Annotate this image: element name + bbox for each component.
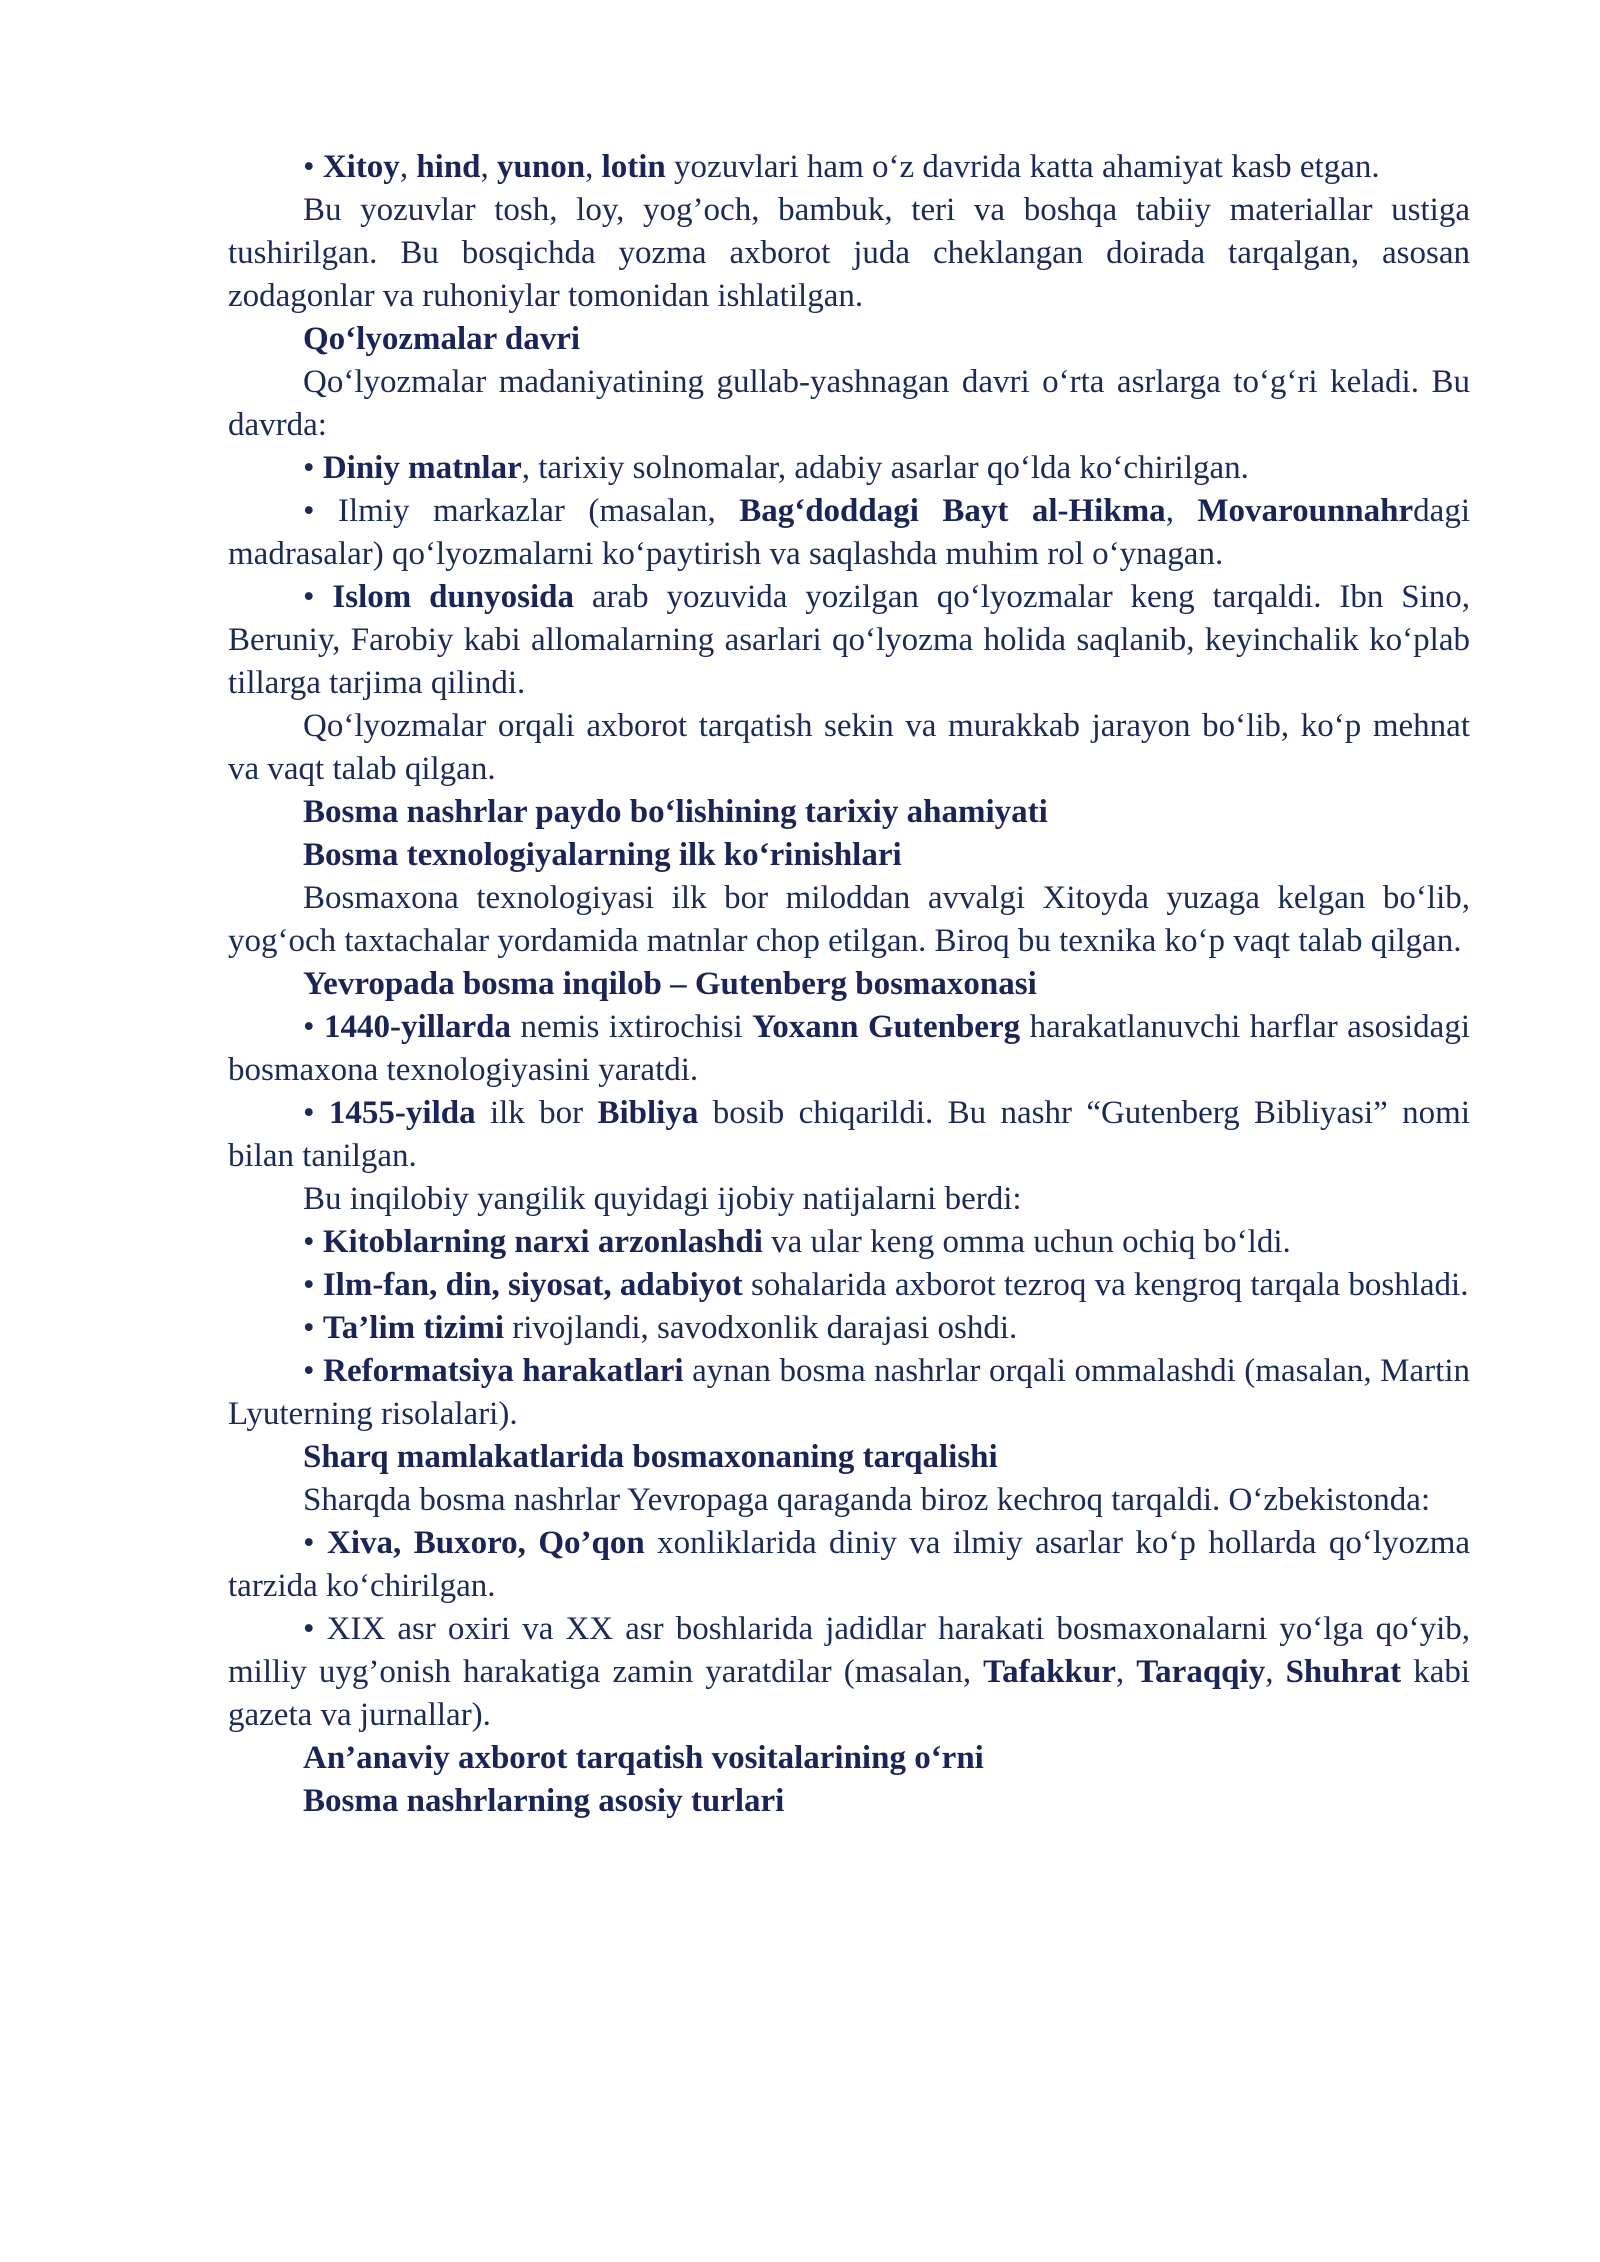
bullet: • [303,1353,315,1389]
paragraph-manuscripts-intro: Qo‘lyozmalar madaniyatining gullab-yashnagan davri o‘rta asrlarga to‘g‘ri keladi. Bu davrda: [228,364,1470,443]
bullet-khanates: • Xiva, Buxoro, Qo’qon xonliklarida diniy va ilmiy asarlar ko‘p hollarda qo‘lyozma tarzida ko‘chirilgan. [228,1525,1471,1604]
bullet: • [303,1525,315,1561]
heading-printing-significance: Bosma nashrlar paydo bo‘lishining tarixiy ahamiyati [303,794,1048,830]
bullet-education: • Ta’lim tizimi rivojlandi, savodxonlik darajasi oshdi. [303,1310,1018,1346]
bullet-science-centers: • Ilmiy markazlar (masalan, Bag‘doddagi Bayt al-Hikma, Movarounnahrdagi madrasalar) qo‘lyozmalarni ko‘paytirish va saqlashda muhim rol o‘ynagan. [228,493,1470,572]
bullet: • [303,1267,315,1303]
bullet: • [303,1224,315,1260]
heading-print-types: Bosma nashrlarning asosiy turlari [303,1783,785,1819]
paragraph-materials: Bu yozuvlar tosh, loy, yog’och, bambuk, teri va boshqa tabiiy materiallar ustiga tushirilgan. Bu bosqichda yozma axborot juda cheklangan doirada tarqalgan, asosan zodagonlar va ruhoniylar tomonidan ishlatilgan. [228,192,1470,314]
paragraph-east-printing: Sharqda bosma nashrlar Yevropaga qaraganda biroz kechroq tarqaldi. O‘zbekistonda: [303,1482,1431,1518]
bullet: • [303,1095,315,1131]
paragraph-china-printing: Bosmaxona texnologiyasi ilk bor miloddan avvalgi Xitoyda yuzaga kelgan bo‘lib, yog‘och taxtachalar yordamida matnlar chop etilgan. Biroq bu texnika ko‘p vaqt talab qilgan. [228,880,1470,959]
heading-east-printing: Sharq mamlakatlarida bosmaxonaning tarqalishi [303,1439,998,1475]
document-page [228,146,1470,1823]
bullet-1440: • 1440-yillarda nemis ixtirochisi Yoxann Gutenberg harakatlanuvchi harflar asosidagi bosmaxona texnologiyasini yaratdi. [228,1009,1470,1088]
bullet: • [303,149,315,185]
bullet-islamic-world: • Islom dunyosida arab yozuvida yozilgan qo‘lyozmalar keng tarqaldi. Ibn Sino, Beruniy, Farobiy kabi allomalarning asarlari qo‘lyozma holida saqlanib, keyinchalik ko‘plab tillarga tarjima qilindi. [228,579,1471,701]
bullet-science-spread: • Ilm-fan, din, siyosat, adabiyot sohalarida axborot tezroq va kengroq tarqala boshladi. [303,1267,1469,1303]
bullet-books-cheaper: • Kitoblarning narxi arzonlashdi va ular keng omma uchun ochiq bo‘ldi. [303,1224,1291,1260]
bullet: • [303,450,315,486]
bullet-1455: • 1455-yilda ilk bor Bibliya bosib chiqarildi. Bu nashr “Gutenberg Bibliyasi” nomi bilan tanilgan. [228,1095,1471,1174]
bullet: • [303,493,315,529]
heading-manuscripts-period: Qo‘lyozmalar davri [303,321,581,357]
bullet: • [303,579,315,615]
bullet-religious-texts: • Diniy matnlar, tarixiy solnomalar, adabiy asarlar qo‘lda ko‘chirilgan. [303,450,1249,486]
bullet: • [303,1009,315,1045]
bullet-reformation: • Reformatsiya harakatlari aynan bosma nashrlar orqali ommalashdi (masalan, Martin Lyuterning risolalari). [228,1353,1471,1432]
heading-traditional-media-role: An’anaviy axborot tarqatish vositalarining o‘rni [303,1740,984,1776]
bullet: • [303,1310,315,1346]
bullet-jadids: • XIX asr oxiri va XX asr boshlarida jadidlar harakati bosmaxonalarni yo‘lga qo‘yib, milliy uyg’onish harakatiga zamin yaratdilar (masalan, Tafakkur, Taraqqiy, Shuhrat kabi gazeta va jurnallar). [228,1611,1471,1733]
paragraph-results-intro: Bu inqilobiy yangilik quyidagi ijobiy natijalarni berdi: [303,1181,1022,1217]
paragraph-manuscripts-slow: Qo‘lyozmalar orqali axborot tarqatish sekin va murakkab jarayon bo‘lib, ko‘p mehnat va vaqt talab qilgan. [228,708,1470,787]
heading-gutenberg: Yevropada bosma inqilob – Gutenberg bosmaxonasi [303,966,1037,1002]
heading-first-printing-tech: Bosma texnologiyalarning ilk ko‘rinishlari [303,837,902,873]
bullet: • [303,1611,315,1647]
paragraph-writing-systems: • Xitoy, hind, yunon, lotin yozuvlari ham o‘z davrida katta ahamiyat kasb etgan. [303,149,1380,185]
